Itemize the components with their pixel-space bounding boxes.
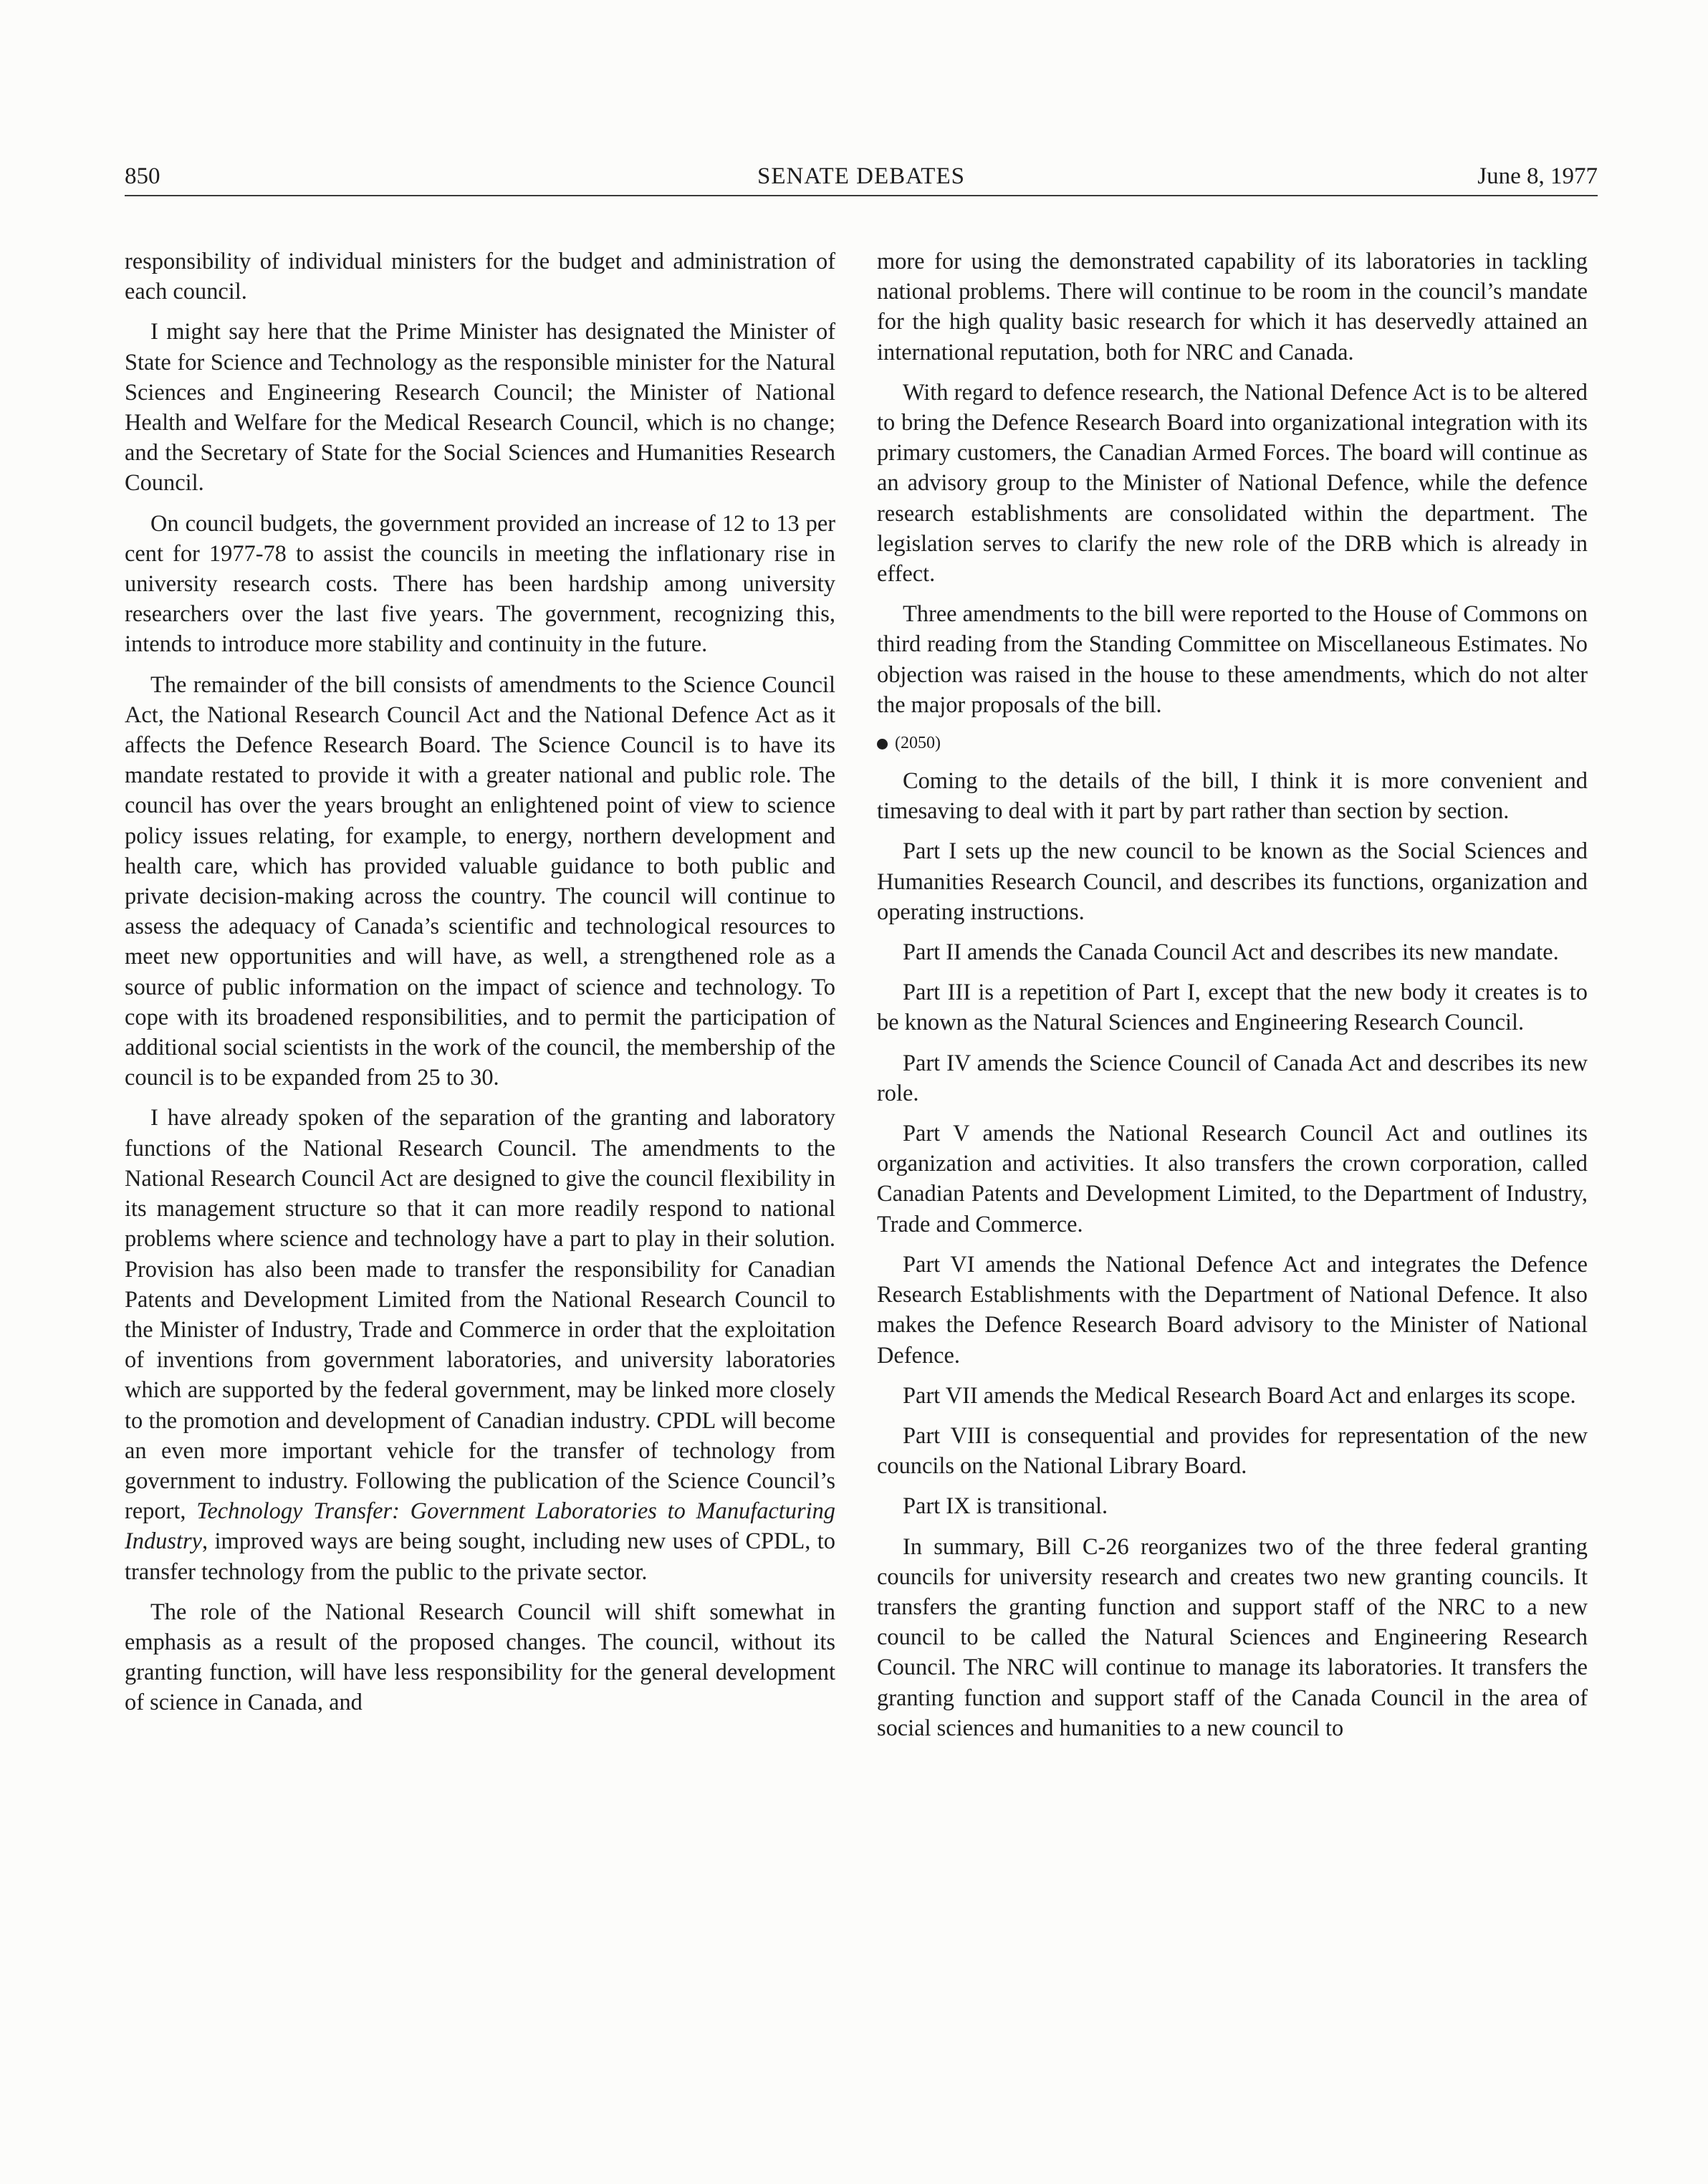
paragraph-part-6: Part VI amends the National Defence Act and integrates the Defence Research Establishments with the Department of National Defence. It also makes the Defence Research Board advisory to the Minister of National Defence. bbox=[877, 1251, 1588, 1369]
paragraph-part-9: Part IX is transitional. bbox=[903, 1493, 1108, 1520]
paragraph-continued: responsibility of individual ministers for the budget and administration of each council. bbox=[125, 249, 835, 305]
paragraph-details: Coming to the details of the bill, I think it is more convenient and timesaving to deal with it part by part rather than section by section. bbox=[877, 768, 1588, 825]
report-title: Technology Transfer: Government Laboratories to Manufacturing Industry bbox=[125, 1498, 835, 1555]
paragraph-nrc-separation bbox=[125, 1103, 835, 1586]
paragraph-budgets: On council budgets, the government provided an increase of 12 to 13 per cent for 1977-78 to assist the councils in meeting the inflationary rise in university research costs. There has been hardship among university researchers over the last five years. The government, recognizing this, intends to introduce more stability and continuity in the future. bbox=[125, 510, 835, 658]
paragraph-nrc-role: The role of the National Research Council will shift somewhat in emphasis as a result of the proposed changes. The council, without its granting function, will have less responsibility for the general development of science in Canada, and bbox=[125, 1599, 835, 1716]
time-marker bbox=[877, 730, 1588, 756]
publication-title: SENATE DEBATES bbox=[757, 163, 965, 189]
header-rule bbox=[125, 195, 1598, 196]
paragraph-text: , improved ways are being sought, including new uses of CPDL, to transfer technology from the public to the private sector. bbox=[125, 1528, 835, 1585]
paragraph-part-7: Part VII amends the Medical Research Board Act and enlarges its scope. bbox=[903, 1382, 1576, 1409]
page-number: 850 bbox=[125, 163, 160, 189]
page-date: June 8, 1977 bbox=[1477, 163, 1598, 189]
paragraph-part-8: Part VIII is consequential and provides for representation of the new councils on the National Library Board. bbox=[877, 1422, 1588, 1480]
time-marker-text: (2050) bbox=[895, 734, 941, 753]
paragraph-part-5: Part V amends the National Research Council Act and outlines its organization and activities. It also transfers the crown corporation, called Canadian Patents and Development Limited, to the Department of Industry, Trade and Commerce. bbox=[877, 1121, 1588, 1237]
paragraph-ministers: I might say here that the Prime Minister has designated the Minister of State for Science and Technology as the responsible minister for the Natural Sciences and Engineering Research Council; the Minister of National Health and Welfare for the Medical Research Council, which is no change; and the Secretary of State for the Social Sciences and Humanities Research Council. bbox=[125, 319, 835, 497]
page-header bbox=[125, 162, 1598, 198]
paragraph-summary: In summary, Bill C-26 reorganizes two of the three federal granting councils for university research and creates two new granting councils. It transfers the granting function and support staff of the NRC to a new council to be called the Natural Sciences and Engineering Research Council. The NRC will continue to manage its laboratories. It transfers the granting function and support staff of the Canada Council in the area of social sciences and humanities to a new council to bbox=[877, 1533, 1588, 1741]
right-column bbox=[877, 246, 1588, 1753]
paragraph-text: I have already spoken of the separation of the granting and laboratory functions of the National Research Council. The amendments to the National Research Council Act are designed to give the council flexibility in its management structure so that it can more readily respond to national problems where science and technology have a part to play in their solution. Provision has also been made to transfer the responsibility for Canadian Patents and Development Limited from the National Research Council to the Minister of Industry, Trade and Commerce in order that the exploitation of inventions from government laboratories, and university laboratories which are supported by the federal government, may be linked more closely to the promotion and development of Canadian industry. CPDL will become an even more important vehicle for the transfer of technology from government to industry. Following the publication of the Science Council’s report, bbox=[125, 1105, 835, 1525]
paragraph-part-1: Part I sets up the new council to be known as the Social Sciences and Humanities Research Council, and describes its functions, organization and operating instructions. bbox=[877, 838, 1588, 925]
paragraph-part-2: Part II amends the Canada Council Act and describes its new mandate. bbox=[903, 939, 1559, 966]
paragraph-part-3: Part III is a repetition of Part I, except that the new body it creates is to be known as the Natural Sciences and Engineering Research Council. bbox=[877, 980, 1588, 1036]
paragraph-defence-research: With regard to defence research, the National Defence Act is to be altered to bring the Defence Research Board into organizational integration with its primary customers, the Canadian Armed Forces. The board will continue as an advisory group to the Minister of National Defence, while the defence research establishments are consolidated within the department. The legislation serves to clarify the new role of the DRB which is already in effect. bbox=[877, 379, 1588, 588]
paragraph-continued: more for using the demonstrated capability of its laboratories in tackling national problems. There will continue to be room in the council’s mandate for the high quality basic research for which it has deservedly attained an international reputation, both for NRC and Canada. bbox=[877, 249, 1588, 365]
paragraph-amendments: The remainder of the bill consists of amendments to the Science Council Act, the National Research Council Act and the National Defence Act as it affects the Defence Research Board. The Science Council is to have its mandate restated to provide it with a greater national and public role. The council has over the years brought an enlightened point of view to science policy issues relating, for example, to energy, northern development and health care, which has provided valuable guidance to both public and private decision-making across the country. The council will continue to assess the adequacy of Canada’s scientific and technological resources to meet new opportunities and will have, as well, a strengthened role as a source of public information on the impact of science and technology. To cope with its broadened responsibilities, and to permit the participation of additional social scientists in the work of the council, the membership of the council is to be expanded from 25 to 30. bbox=[125, 671, 835, 1091]
paragraph-three-amendments: Three amendments to the bill were reported to the House of Commons on third reading from the Standing Committee on Miscellaneous Estimates. No objection was raised in the house to these amendments, which do not alter the major proposals of the bill. bbox=[877, 601, 1588, 718]
left-column bbox=[125, 246, 835, 1728]
bullet-icon bbox=[877, 739, 888, 749]
paragraph-part-4: Part IV amends the Science Council of Canada Act and describes its new role. bbox=[877, 1050, 1588, 1106]
